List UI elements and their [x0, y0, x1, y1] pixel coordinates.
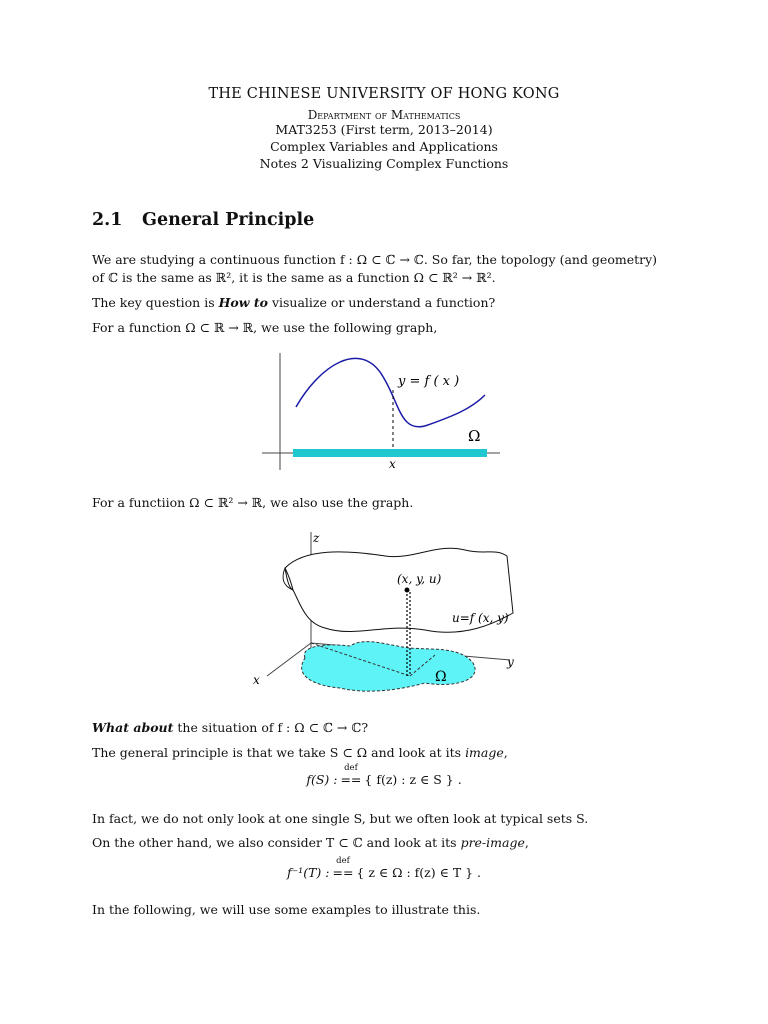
notes-title: Notes 2 Visualizing Complex Functions	[259, 156, 509, 171]
text: ,	[503, 745, 508, 760]
eq-def-sign: def ==	[340, 763, 362, 787]
z-axis-label: z	[313, 531, 320, 545]
x-point-label: x	[389, 457, 396, 471]
emphasis-pre-image: pre-image	[460, 835, 525, 850]
section-number: 2.1	[92, 210, 123, 230]
surface-point	[405, 588, 410, 593]
paragraph-intro-line2: of ℂ is the same as ℝ², it is the same as a function Ω ⊂ ℝ² → ℝ².	[92, 270, 496, 285]
paragraph-examples: In the following, we will use some examples to illustrate this.	[92, 902, 481, 917]
figure-1d-graph	[250, 345, 510, 475]
course-code: MAT3253 (First term, 2013–2014)	[275, 122, 493, 137]
eq-rhs: { z ∈ Ω : f(z) ∈ T } .	[356, 865, 482, 880]
eq-def-sign: def ==	[332, 856, 354, 880]
section-title: General Principle	[142, 210, 315, 230]
eq-lhs: f⁻¹(T) :	[286, 865, 330, 880]
domain-omega-label: Ω	[435, 669, 447, 685]
text: the situation of f : Ω ⊂ ℂ → ℂ?	[173, 720, 369, 735]
function-curve	[296, 358, 485, 426]
curve-label: y = f ( x )	[398, 374, 460, 389]
eq-rhs: { f(z) : z ∈ S } .	[364, 772, 462, 787]
paragraph-what-about	[92, 719, 692, 737]
emphasis-image: image	[465, 745, 504, 760]
emphasis-what-about: What about	[92, 720, 174, 735]
paragraph-general-principle	[92, 744, 692, 762]
point-label: (x, y, u)	[397, 572, 442, 586]
figure-2d-graph	[245, 528, 535, 693]
eq-lhs: f(S) :	[306, 772, 338, 787]
paragraph-key-question	[92, 294, 692, 312]
domain-omega-label: Ω	[468, 427, 481, 445]
text: On the other hand, we also consider T ⊂ ℂ and look at its	[92, 835, 461, 850]
paragraph-intro-line1: We are studying a continuous function f : Ω ⊂ ℂ → ℂ. So far, the topology (and geometry)	[92, 252, 658, 267]
equation-preimage	[0, 856, 768, 880]
surface-label: u=f (x, y)	[452, 611, 509, 625]
text: The key question is	[92, 295, 219, 310]
department-name: Department of Mathematics	[307, 108, 461, 122]
paragraph-1d-function: For a function Ω ⊂ ℝ → ℝ, we use the following graph,	[92, 320, 438, 335]
text: visualize or understand a function?	[267, 295, 496, 310]
course-name: Complex Variables and Applications	[270, 139, 498, 154]
paragraph-typical-sets: In fact, we do not only look at one single S, but we often look at typical sets S.	[92, 811, 589, 826]
text: ,	[524, 835, 529, 850]
section-heading	[92, 210, 314, 230]
equation-image	[0, 763, 768, 787]
x-axis-label: x	[253, 673, 260, 687]
university-name: THE CHINESE UNIVERSITY OF HONG KONG	[208, 86, 560, 102]
paragraph-2d-function: For a functiion Ω ⊂ ℝ² → ℝ, we also use the graph.	[92, 495, 414, 510]
text: The general principle is that we take S ⊂ Ω and look at its	[92, 745, 466, 760]
emphasis-how-to: How to	[218, 295, 268, 310]
paragraph-pre-image	[92, 834, 692, 852]
y-axis-label: y	[507, 655, 514, 669]
